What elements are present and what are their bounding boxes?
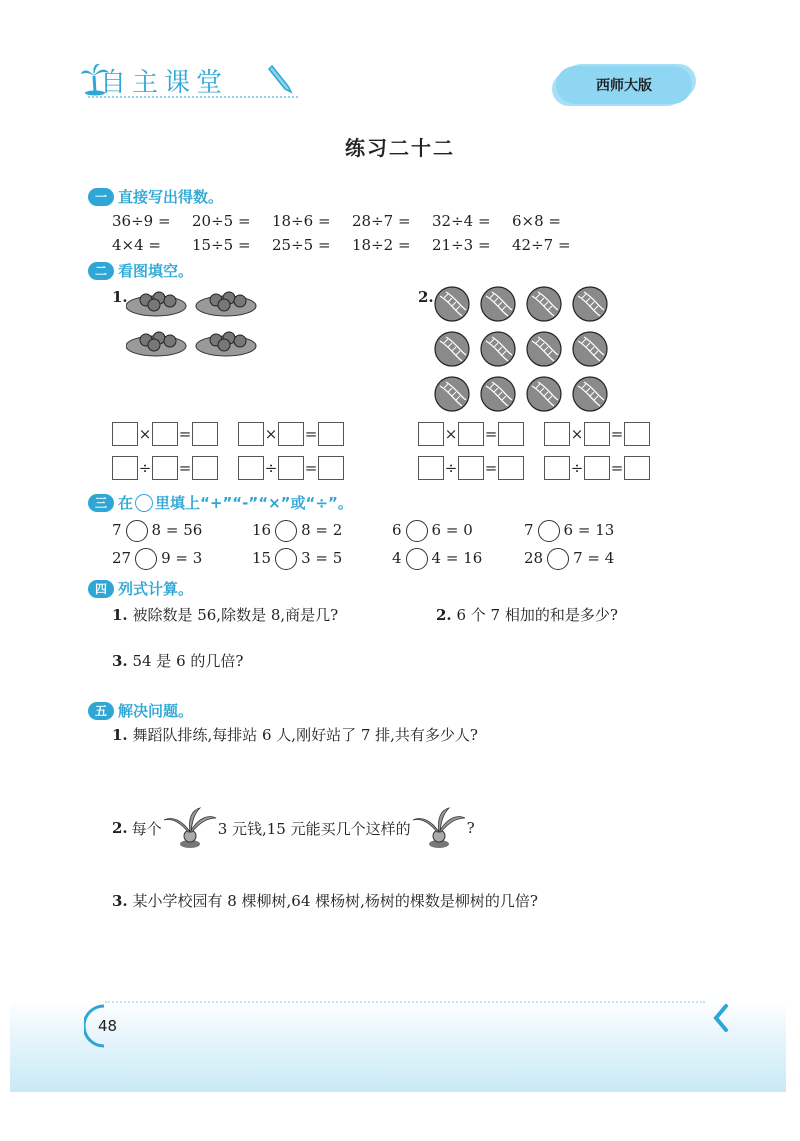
fill-equation — [544, 422, 650, 446]
fill-equation — [238, 422, 344, 446]
answer-box[interactable] — [238, 456, 264, 480]
answer-box[interactable] — [418, 422, 444, 446]
math-item: 36÷9 = — [112, 212, 171, 230]
page-title: 练习二十二 — [345, 136, 455, 160]
baseballs-image — [432, 286, 612, 416]
operator-item — [112, 548, 202, 570]
answer-box[interactable] — [544, 456, 570, 480]
question-number: 2. — [436, 606, 452, 624]
operand: 8 = 56 — [151, 521, 203, 539]
operator-circle[interactable] — [275, 520, 297, 542]
answer-box[interactable] — [192, 456, 218, 480]
question-number: 2. — [418, 288, 434, 306]
answer-box[interactable] — [192, 422, 218, 446]
operand: 7 — [112, 521, 122, 539]
equals-sign: = — [304, 459, 318, 477]
problem-1 — [112, 724, 478, 745]
operator-circle[interactable] — [406, 548, 428, 570]
equals-sign: = — [610, 459, 624, 477]
section-2-header — [88, 260, 193, 281]
times-sign: × — [444, 425, 458, 443]
divide-sign: ÷ — [138, 459, 152, 477]
problem-3 — [112, 890, 538, 911]
equals-sign: = — [610, 425, 624, 443]
operand: 3 = 5 — [301, 549, 343, 567]
section-badge: 三 — [88, 494, 114, 512]
answer-box[interactable] — [418, 456, 444, 480]
operator-item — [524, 520, 614, 542]
divide-sign: ÷ — [570, 459, 584, 477]
operand: 15 — [252, 549, 272, 567]
fruit-plates-image — [126, 286, 262, 370]
answer-box[interactable] — [238, 422, 264, 446]
times-sign: × — [138, 425, 152, 443]
operator-item — [252, 548, 342, 570]
section-label: 解决问题。 — [118, 702, 194, 720]
operand: 7 — [524, 521, 534, 539]
operand: 27 — [112, 549, 132, 567]
times-sign: × — [570, 425, 584, 443]
chevron-left-icon[interactable] — [712, 1004, 730, 1036]
operator-item — [112, 520, 202, 542]
question-text: 舞蹈队排练,每排站 6 人,刚好站了 7 排,共有多少人? — [132, 726, 478, 744]
operator-item — [392, 520, 473, 542]
math-item: 4×4 = — [112, 236, 161, 254]
equals-sign: = — [304, 425, 318, 443]
operand: 7 = 4 — [573, 549, 615, 567]
fill-equation — [112, 422, 218, 446]
question-text: 6 个 7 相加的和是多少? — [456, 606, 618, 624]
math-item: 15÷5 = — [192, 236, 251, 254]
answer-box[interactable] — [152, 456, 178, 480]
section-badge: 五 — [88, 702, 114, 720]
section-4-header — [88, 578, 193, 599]
toy-icon — [162, 806, 218, 850]
equals-sign: = — [178, 459, 192, 477]
operand: 4 = 16 — [431, 549, 483, 567]
question-number: 3. — [112, 652, 128, 670]
answer-box[interactable] — [498, 422, 524, 446]
calc-question-2 — [436, 604, 618, 625]
header-divider — [88, 96, 298, 98]
question-number: 1. — [112, 606, 128, 624]
math-item: 6×8 = — [512, 212, 561, 230]
answer-box[interactable] — [278, 422, 304, 446]
equals-sign: = — [178, 425, 192, 443]
edition-badge: 西师大版 — [556, 66, 692, 104]
question-text: 被除数是 56,除数是 8,商是几? — [132, 606, 339, 624]
math-item: 18÷6 = — [272, 212, 331, 230]
divide-sign: ÷ — [264, 459, 278, 477]
section-3-header — [88, 492, 353, 513]
operand: 6 — [392, 521, 402, 539]
math-item: 25÷5 = — [272, 236, 331, 254]
answer-box[interactable] — [318, 422, 344, 446]
answer-box[interactable] — [112, 422, 138, 446]
section-badge: 四 — [88, 580, 114, 598]
operand: 8 = 2 — [301, 521, 343, 539]
operand: 9 = 3 — [161, 549, 203, 567]
equals-sign: = — [484, 425, 498, 443]
fill-equation — [238, 456, 344, 480]
operator-circle[interactable] — [547, 548, 569, 570]
answer-box[interactable] — [624, 456, 650, 480]
section-1-header — [88, 186, 223, 207]
operator-item — [252, 520, 342, 542]
answer-box[interactable] — [458, 422, 484, 446]
fill-equation — [418, 422, 524, 446]
math-item: 20÷5 = — [192, 212, 251, 230]
operand: 16 — [252, 521, 272, 539]
brand-title: 自主课堂 — [100, 68, 229, 98]
question-number: 1. — [112, 726, 128, 744]
answer-box[interactable] — [498, 456, 524, 480]
times-sign: × — [264, 425, 278, 443]
answer-box[interactable] — [278, 456, 304, 480]
section-badge: 二 — [88, 262, 114, 280]
answer-box[interactable] — [544, 422, 570, 446]
question-number: 2. — [112, 819, 128, 837]
section-label: 里填上“+”“-”“×”或“÷”。 — [155, 494, 353, 512]
math-item: 21÷3 = — [432, 236, 491, 254]
answer-box[interactable] — [624, 422, 650, 446]
operand: 6 = 0 — [431, 521, 473, 539]
calc-question-3 — [112, 650, 243, 671]
circle-icon — [135, 494, 153, 512]
answer-box[interactable] — [584, 422, 610, 446]
question-text: ? — [466, 819, 475, 837]
divide-sign: ÷ — [444, 459, 458, 477]
answer-box[interactable] — [318, 456, 344, 480]
answer-box[interactable] — [112, 456, 138, 480]
question-number: 1. — [112, 288, 128, 306]
pencil-icon — [268, 62, 294, 98]
footer-band — [10, 1000, 786, 1092]
math-item: 28÷7 = — [352, 212, 411, 230]
math-item: 42÷7 = — [512, 236, 571, 254]
section-label: 列式计算。 — [118, 580, 194, 598]
answer-box[interactable] — [458, 456, 484, 480]
question-text: 54 是 6 的几倍? — [132, 652, 244, 670]
question-text: 某小学校园有 8 棵柳树,64 棵杨树,杨树的棵数是柳树的几倍? — [132, 892, 538, 910]
fill-equation — [544, 456, 650, 480]
operator-item — [524, 548, 614, 570]
section-label: 在 — [118, 494, 134, 512]
footer-divider — [105, 1001, 705, 1003]
operator-circle[interactable] — [275, 548, 297, 570]
fill-equation — [418, 456, 524, 480]
problem-2 — [112, 806, 475, 850]
question-number: 3. — [112, 892, 128, 910]
answer-box[interactable] — [584, 456, 610, 480]
operator-circle[interactable] — [126, 520, 148, 542]
math-item: 18÷2 = — [352, 236, 411, 254]
section-5-header — [88, 700, 193, 721]
mental-math-row-2 — [0, 236, 800, 258]
question-text: 3 元钱,15 元能买几个这样的 — [217, 819, 411, 838]
calc-question-1 — [112, 604, 338, 625]
equals-sign: = — [484, 459, 498, 477]
math-item: 32÷4 = — [432, 212, 491, 230]
mental-math-row-1 — [0, 212, 800, 234]
operator-item — [392, 548, 482, 570]
section-label: 看图填空。 — [118, 262, 194, 280]
operator-circle[interactable] — [538, 520, 560, 542]
page-number: 48 — [98, 1017, 118, 1035]
section-label: 直接写出得数。 — [118, 188, 224, 206]
section-badge: 一 — [88, 188, 114, 206]
operator-circle[interactable] — [135, 548, 157, 570]
operand: 4 — [392, 549, 402, 567]
fill-equation — [112, 456, 218, 480]
operand: 28 — [524, 549, 544, 567]
toy-icon — [411, 806, 467, 850]
question-text: 每个 — [131, 819, 162, 838]
operand: 6 = 13 — [563, 521, 615, 539]
answer-box[interactable] — [152, 422, 178, 446]
operator-circle[interactable] — [406, 520, 428, 542]
